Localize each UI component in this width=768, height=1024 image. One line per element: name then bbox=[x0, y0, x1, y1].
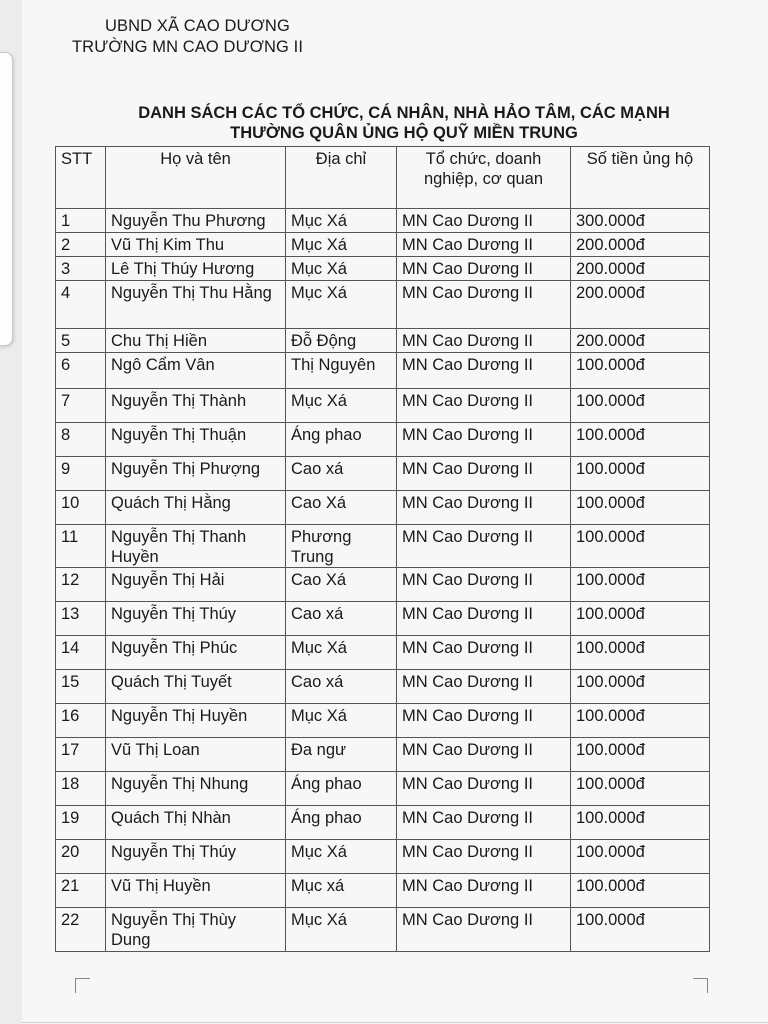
col-header-org: Tổ chức, doanh nghiệp, cơ quan bbox=[397, 147, 571, 209]
cell-stt: 4 bbox=[56, 281, 106, 329]
col-header-name: Họ và tên bbox=[106, 147, 286, 209]
table-row bbox=[56, 806, 710, 840]
table-row bbox=[56, 568, 710, 602]
cell-address: Mục xá bbox=[286, 874, 397, 908]
page-edge-tab bbox=[0, 52, 13, 346]
cell-stt: 3 bbox=[56, 257, 106, 281]
cell-name: Quách Thị Nhàn bbox=[106, 806, 286, 840]
cell-org: MN Cao Dương II bbox=[397, 491, 571, 525]
cell-address: Mục Xá bbox=[286, 233, 397, 257]
table-row bbox=[56, 353, 710, 389]
cell-name: Lê Thị Thúy Hương bbox=[106, 257, 286, 281]
cell-org: MN Cao Dương II bbox=[397, 670, 571, 704]
cell-address: Áng phao bbox=[286, 806, 397, 840]
cell-address: Đỗ Động bbox=[286, 329, 397, 353]
cell-address: Mục Xá bbox=[286, 281, 397, 329]
cell-stt: 16 bbox=[56, 704, 106, 738]
cell-address: Áng phao bbox=[286, 423, 397, 457]
cell-stt: 19 bbox=[56, 806, 106, 840]
cell-stt: 7 bbox=[56, 389, 106, 423]
cell-org: MN Cao Dương II bbox=[397, 738, 571, 772]
cell-amount: 200.000đ bbox=[571, 281, 710, 329]
cell-amount: 100.000đ bbox=[571, 704, 710, 738]
cell-org: MN Cao Dương II bbox=[397, 704, 571, 738]
cell-stt: 17 bbox=[56, 738, 106, 772]
cell-stt: 1 bbox=[56, 209, 106, 233]
col-header-address: Địa chỉ bbox=[286, 147, 397, 209]
cell-org: MN Cao Dương II bbox=[397, 568, 571, 602]
cell-name: Nguyễn Thị Thuận bbox=[106, 423, 286, 457]
cell-stt: 21 bbox=[56, 874, 106, 908]
table-row bbox=[56, 491, 710, 525]
cell-org: MN Cao Dương II bbox=[397, 423, 571, 457]
cell-name: Vũ Thị Huyền bbox=[106, 874, 286, 908]
table-row bbox=[56, 525, 710, 568]
cell-amount: 100.000đ bbox=[571, 457, 710, 491]
cell-address: Cao xá bbox=[286, 670, 397, 704]
table-row bbox=[56, 704, 710, 738]
cell-name: Nguyễn Thị Thúy bbox=[106, 840, 286, 874]
cell-name: Nguyễn Thị Thành bbox=[106, 389, 286, 423]
cell-org: MN Cao Dương II bbox=[397, 209, 571, 233]
cell-name: Quách Thị Hằng bbox=[106, 491, 286, 525]
cell-amount: 100.000đ bbox=[571, 840, 710, 874]
cell-name: Vũ Thị Loan bbox=[106, 738, 286, 772]
table-row bbox=[56, 233, 710, 257]
cell-stt: 6 bbox=[56, 353, 106, 389]
table-row bbox=[56, 257, 710, 281]
cell-amount: 100.000đ bbox=[571, 389, 710, 423]
cell-org: MN Cao Dương II bbox=[397, 908, 571, 952]
cell-address: Mục Xá bbox=[286, 389, 397, 423]
col-header-amount: Số tiền ủng hộ bbox=[571, 147, 710, 209]
cell-org: MN Cao Dương II bbox=[397, 233, 571, 257]
cell-address: Mục Xá bbox=[286, 257, 397, 281]
cell-org: MN Cao Dương II bbox=[397, 840, 571, 874]
title-line-1: DANH SÁCH CÁC TỔ CHỨC, CÁ NHÂN, NHÀ HẢO TÂM, CÁC MẠNH bbox=[138, 104, 670, 122]
cell-amount: 200.000đ bbox=[571, 329, 710, 353]
table-header-row bbox=[56, 147, 710, 209]
cell-org: MN Cao Dương II bbox=[397, 281, 571, 329]
cell-name: Nguyễn Thị Thanh Huyền bbox=[106, 525, 286, 568]
cell-org: MN Cao Dương II bbox=[397, 329, 571, 353]
cell-amount: 100.000đ bbox=[571, 602, 710, 636]
table-row bbox=[56, 636, 710, 670]
cell-amount: 100.000đ bbox=[571, 568, 710, 602]
cell-stt: 20 bbox=[56, 840, 106, 874]
table-row bbox=[56, 329, 710, 353]
cell-address: Mục Xá bbox=[286, 908, 397, 952]
cell-amount: 200.000đ bbox=[571, 257, 710, 281]
cell-amount: 200.000đ bbox=[571, 233, 710, 257]
page-corner-mark-left bbox=[75, 978, 90, 993]
table-row bbox=[56, 840, 710, 874]
cell-stt: 9 bbox=[56, 457, 106, 491]
cell-address: Thị Nguyên bbox=[286, 353, 397, 389]
table-row bbox=[56, 670, 710, 704]
table-row bbox=[56, 738, 710, 772]
cell-amount: 100.000đ bbox=[571, 772, 710, 806]
table-row bbox=[56, 772, 710, 806]
cell-amount: 100.000đ bbox=[571, 491, 710, 525]
page-corner-mark-right bbox=[693, 978, 708, 993]
cell-org: MN Cao Dương II bbox=[397, 525, 571, 568]
cell-org: MN Cao Dương II bbox=[397, 257, 571, 281]
cell-amount: 100.000đ bbox=[571, 806, 710, 840]
cell-org: MN Cao Dương II bbox=[397, 806, 571, 840]
cell-address: Cao xá bbox=[286, 457, 397, 491]
cell-address: Mục Xá bbox=[286, 704, 397, 738]
cell-name: Nguyễn Thị Phượng bbox=[106, 457, 286, 491]
table-row bbox=[56, 874, 710, 908]
cell-org: MN Cao Dương II bbox=[397, 772, 571, 806]
cell-stt: 18 bbox=[56, 772, 106, 806]
cell-address: Cao Xá bbox=[286, 568, 397, 602]
cell-address: Đa ngư bbox=[286, 738, 397, 772]
cell-amount: 100.000đ bbox=[571, 874, 710, 908]
cell-amount: 300.000đ bbox=[571, 209, 710, 233]
cell-stt: 2 bbox=[56, 233, 106, 257]
cell-amount: 100.000đ bbox=[571, 670, 710, 704]
cell-stt: 8 bbox=[56, 423, 106, 457]
cell-stt: 22 bbox=[56, 908, 106, 952]
cell-name: Nguyễn Thị Thu Hằng bbox=[106, 281, 286, 329]
header-school: TRƯỜNG MN CAO DƯƠNG II bbox=[72, 38, 304, 56]
cell-address: Cao Xá bbox=[286, 491, 397, 525]
cell-address: Áng phao bbox=[286, 772, 397, 806]
cell-address: Cao xá bbox=[286, 602, 397, 636]
cell-org: MN Cao Dương II bbox=[397, 874, 571, 908]
table-row bbox=[56, 389, 710, 423]
cell-amount: 100.000đ bbox=[571, 353, 710, 389]
col-header-stt: STT bbox=[56, 147, 106, 209]
cell-stt: 5 bbox=[56, 329, 106, 353]
cell-name: Nguyễn Thị Nhung bbox=[106, 772, 286, 806]
cell-name: Chu Thị Hiền bbox=[106, 329, 286, 353]
cell-name: Vũ Thị Kim Thu bbox=[106, 233, 286, 257]
title-line-2: THƯỜNG QUÂN ỦNG HỘ QUỸ MIỀN TRUNG bbox=[230, 124, 578, 142]
cell-name: Nguyễn Thị Phúc bbox=[106, 636, 286, 670]
cell-name: Nguyễn Thị Hải bbox=[106, 568, 286, 602]
page-bottom-rule bbox=[22, 1022, 768, 1023]
table-row bbox=[56, 281, 710, 329]
cell-name: Nguyễn Thu Phương bbox=[106, 209, 286, 233]
cell-name: Nguyễn Thị Huyền bbox=[106, 704, 286, 738]
cell-org: MN Cao Dương II bbox=[397, 602, 571, 636]
cell-amount: 100.000đ bbox=[571, 423, 710, 457]
cell-address: Phương Trung bbox=[286, 525, 397, 568]
donor-table bbox=[55, 146, 710, 952]
cell-amount: 100.000đ bbox=[571, 738, 710, 772]
cell-name: Nguyễn Thị Thùy Dung bbox=[106, 908, 286, 952]
cell-stt: 13 bbox=[56, 602, 106, 636]
cell-address: Mục Xá bbox=[286, 840, 397, 874]
cell-amount: 100.000đ bbox=[571, 636, 710, 670]
table-body bbox=[56, 209, 710, 952]
cell-org: MN Cao Dương II bbox=[397, 389, 571, 423]
header-authority: UBND XÃ CAO DƯƠNG bbox=[105, 17, 290, 35]
cell-address: Mục Xá bbox=[286, 209, 397, 233]
cell-amount: 100.000đ bbox=[571, 908, 710, 952]
document-title bbox=[76, 103, 732, 143]
cell-amount: 100.000đ bbox=[571, 525, 710, 568]
cell-address: Mục Xá bbox=[286, 636, 397, 670]
table-row bbox=[56, 209, 710, 233]
cell-name: Ngô Cẩm Vân bbox=[106, 353, 286, 389]
table-row bbox=[56, 423, 710, 457]
table-row bbox=[56, 457, 710, 491]
cell-org: MN Cao Dương II bbox=[397, 353, 571, 389]
cell-name: Nguyễn Thị Thúy bbox=[106, 602, 286, 636]
table-row bbox=[56, 908, 710, 952]
cell-org: MN Cao Dương II bbox=[397, 457, 571, 491]
cell-stt: 10 bbox=[56, 491, 106, 525]
cell-stt: 14 bbox=[56, 636, 106, 670]
cell-org: MN Cao Dương II bbox=[397, 636, 571, 670]
cell-stt: 12 bbox=[56, 568, 106, 602]
cell-stt: 15 bbox=[56, 670, 106, 704]
table-row bbox=[56, 602, 710, 636]
cell-stt: 11 bbox=[56, 525, 106, 568]
cell-name: Quách Thị Tuyết bbox=[106, 670, 286, 704]
